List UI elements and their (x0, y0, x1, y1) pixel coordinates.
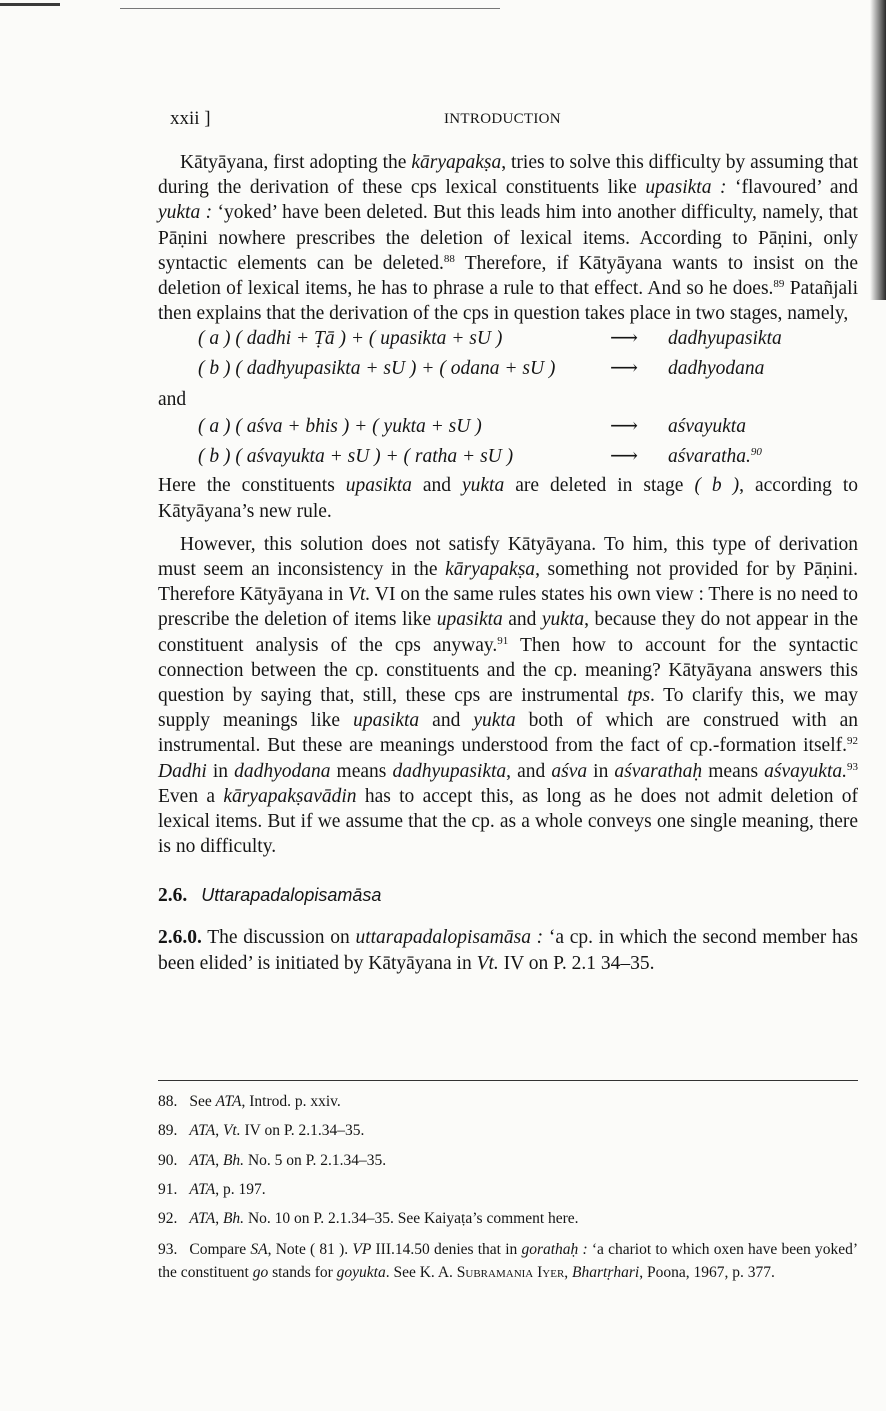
section-number: 2.6. (158, 885, 188, 907)
page-header (158, 108, 858, 132)
running-title: INTRODUCTION (444, 111, 561, 127)
footnote-90: 90. ATA, Bh. No. 5 on P. 2.1.34–35. (158, 1151, 387, 1169)
paragraph-3: However, this solution does not satisfy Kātyāyana. To him, this type of derivation must seem an inconsistency in the kāryapakṣa, something not provided for by Pāṇini. Therefore Kātyāyana in Vt. VI on the same rules states his own view : There is no need to prescribe the deletion of items like upasikta and yukta, because they do not appear in the constituent analysis of the cps anyway.$^{91}$ Then how to account for the syntactic connection between the cp. constituents and the cp. meaning? Kātyāyana answers this question by saying that, still, these cps are instrumental tps. To clarify this, we may supply meanings like upasikta and yukta both of which are construed with an instrumental. But these are meanings understood from the fact of cp.-formation itself.$^{92}$ Dadhi in dadhyodana means dadhyupasikta, and aśva in aśvarathaḥ means aśvayukta.$^{93}$ Even a kāryapakṣavādin has to accept this, as long as he does not admit deletion of lexical items. But if we assume that the cp. as a whole conveys one single meaning, there is no difficulty. (158, 533, 859, 858)
derivation-line: ( a ) ( aśva + bhis ) + ( yukta + sU ) ⟶ aśvayukta (198, 416, 746, 438)
footnote-92: 92. ATA, Bh. No. 10 on P. 2.1.34–35. See Kaiyaṭa’s comment here. (158, 1210, 579, 1228)
scan-right-edge (870, 0, 886, 300)
footnotes (158, 1092, 858, 1284)
footnote-ref-91: 91 (497, 634, 509, 647)
derivation-block-1 (158, 326, 858, 385)
paragraph-2: Here the constituents upasikta and yukta are deleted in stage ( b ), according to Kātyāyana’s new rule. (158, 475, 859, 522)
footnote-88: 88. See ATA, Introd. p. xxiv. (158, 1093, 341, 1110)
footnote-divider (158, 1080, 858, 1081)
footnote-ref-93: 93 (847, 760, 858, 773)
derivation-line: ( b ) ( aśvayukta + sU ) + ( ratha + sU ) ⟶ aśvaratha.$^{90}$ (198, 445, 762, 467)
scan-top-edge (0, 0, 886, 10)
footnote-91: 91. ATA, p. 197. (158, 1180, 266, 1198)
footnote-93: 93. Compare SA, Note ( 81 ). VP III.14.50 denies that in gorathaḥ : ‘a chariot to which oxen have been yoked’ the constituent go stands for goyukta. See K. A. Subramania Iyer, Bhartṛhari, Poona, 1967, p. 377. (158, 1241, 859, 1282)
section-heading (158, 883, 858, 911)
derivation-block-2 (158, 414, 858, 473)
paragraph-4: 2.6.0. The discussion on uttarapadalopisamāsa : ‘a cp. in which the second member has been elided’ is initiated by Kātyāyana in Vt. IV on P. 2.1 34–35. (158, 927, 858, 974)
connector-and: and (158, 389, 187, 411)
page-number: xxii ] (170, 108, 211, 129)
main-text (158, 150, 858, 976)
paragraph-1: Kātyāyana, first adopting the kāryapakṣa, tries to solve this difficulty by assuming that during the derivation of these cps lexical constituents like upasikta : ‘flavoured’ and yukta : ‘yoked’ have been deleted. But this leads him into another difficulty, namely, that Pāṇini nowhere prescribes the deletion of lexical items. According to Pāṇini, only syntactic elements can be deleted.$^{88}$ Therefore, if Kātyāyana wants to insist on the deletion of lexical items, he has to phrase a rule to that effect. And so he does.$^{89}$ Patañjali then explains that the derivation of the cps in question takes place in two stages, namely, (158, 152, 859, 325)
footnote-ref-92: 92 (847, 735, 858, 748)
section-title: Uttarapadalopisamāsa (201, 885, 382, 906)
footnote-89: 89. ATA, Vt. IV on P. 2.1.34–35. (158, 1122, 365, 1140)
footnote-ref-90: 90 (750, 445, 762, 458)
footnote-ref-89: 89 (773, 278, 785, 291)
derivation-line: ( a ) ( dadhi + Ṭā ) + ( upasikta + sU ) ⟶ dadhyupasikta (198, 328, 782, 350)
footnote-ref-88: 88 (443, 252, 455, 265)
derivation-line: ( b ) ( dadhyupasikta + sU ) + ( odana + sU ) ⟶ dadhyodana (198, 357, 765, 379)
